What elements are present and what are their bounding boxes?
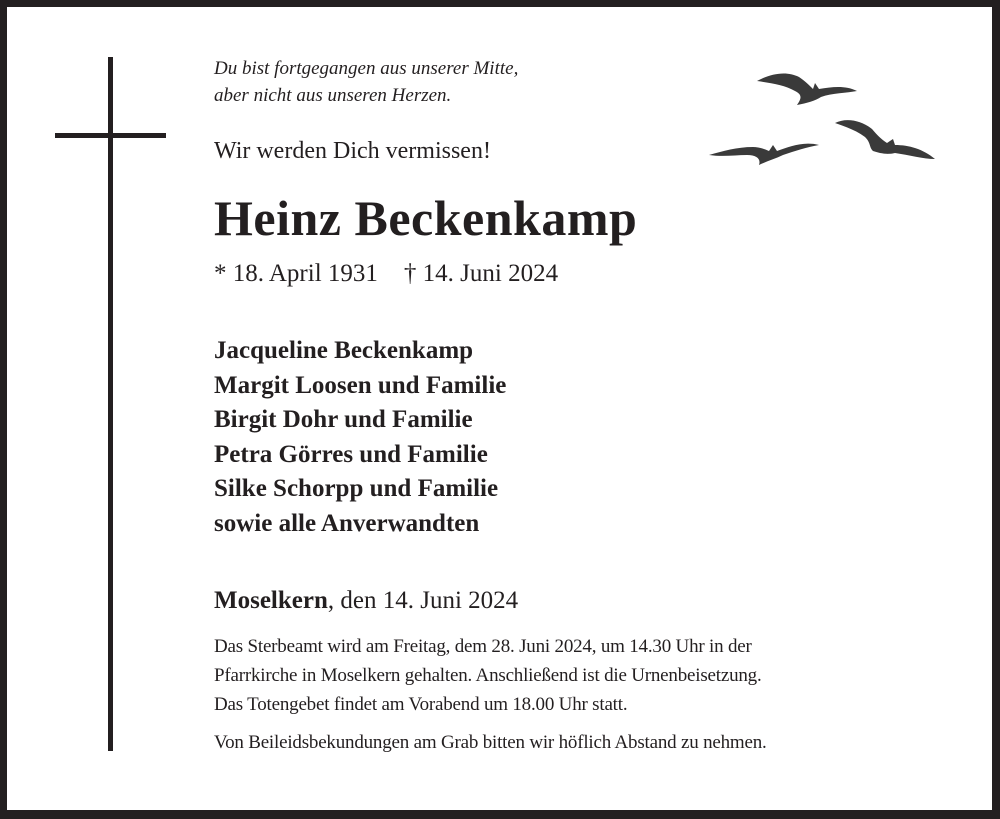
quote-line-1: Du bist fortgegangen aus unserer Mitte, [214, 58, 519, 79]
deceased-name: Heinz Beckenkamp [214, 190, 638, 246]
closing-note: Von Beileidsbekundungen am Grab bitten wir höflich Abstand zu nehmen. [214, 732, 767, 753]
info-line: Das Totengebet findet am Vorabend um 18.00 Uhr statt. [214, 694, 628, 715]
mourners-list [214, 334, 506, 541]
obituary-notice [7, 7, 992, 810]
mourner: Silke Schorpp und Familie [214, 475, 499, 502]
mourner: Petra Görres und Familie [214, 440, 488, 468]
place-and-date [214, 587, 518, 615]
birth-date: * 18. April 1931 [214, 260, 378, 287]
birds-icon [697, 55, 947, 175]
mourner: sowie alle Anverwandten [214, 509, 480, 537]
info-line: Pfarrkirche in Moselkern gehalten. Anschließend ist die Urnenbeisetzung. [214, 665, 762, 686]
place-date: , den 14. Juni 2024 [327, 587, 519, 614]
cross-horizontal-bar [55, 133, 166, 138]
mourner: Jacqueline Beckenkamp [214, 337, 474, 364]
death-date: † 14. Juni 2024 [403, 260, 559, 287]
mourner: Margit Loosen und Familie [214, 371, 507, 399]
missed-line: Wir werden Dich vermissen! [214, 138, 491, 164]
info-line: Das Sterbeamt wird am Freitag, dem 28. Juni 2024, um 14.30 Uhr in der [214, 636, 752, 657]
life-dates [214, 260, 558, 288]
service-info [214, 632, 762, 719]
quote [214, 55, 518, 109]
quote-line-2: aber nicht aus unseren Herzen. [214, 85, 452, 106]
cross-vertical-bar [108, 57, 113, 751]
place: Moselkern [214, 587, 328, 614]
mourner: Birgit Dohr und Familie [214, 406, 473, 433]
